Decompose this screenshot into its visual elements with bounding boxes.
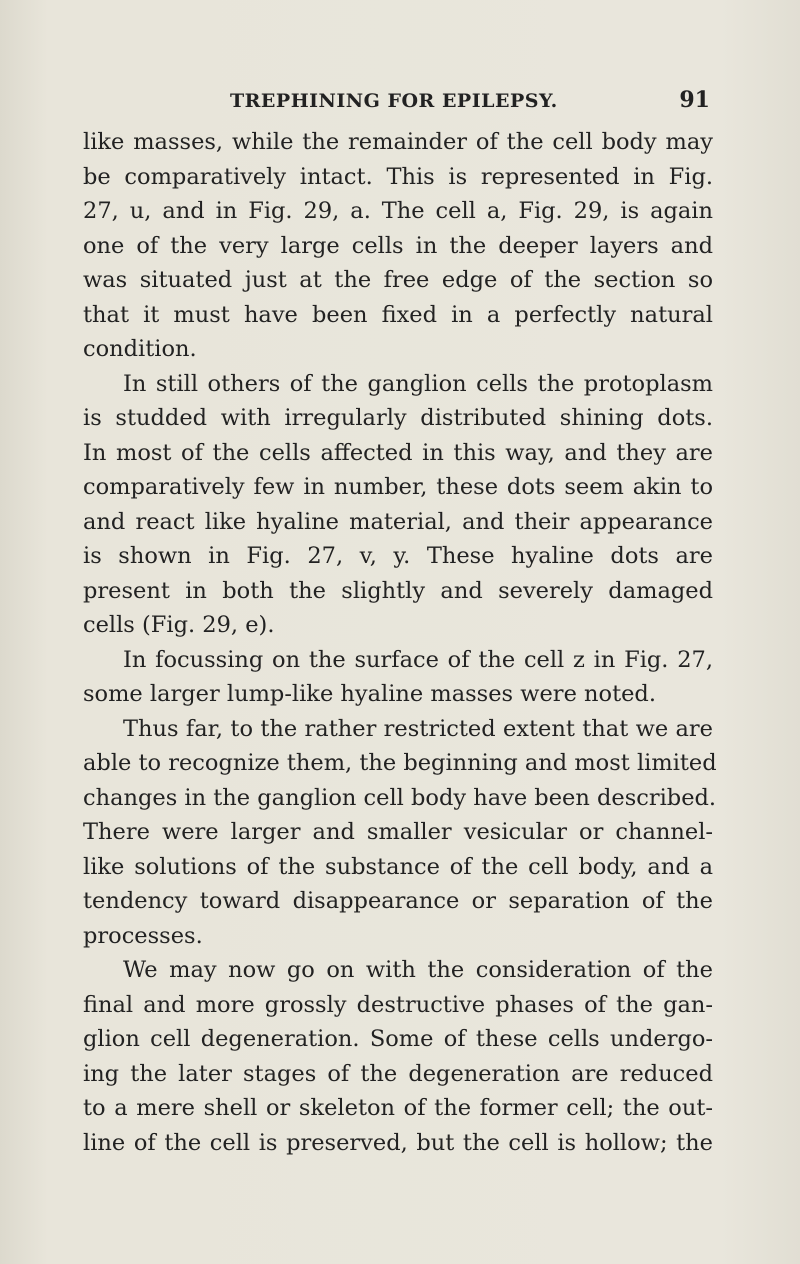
text-line: final and more grossly destructive phases of the gan- xyxy=(83,991,713,1018)
text-line: able to recognize them, the beginning and most limited xyxy=(83,750,717,776)
body-text xyxy=(83,125,717,1160)
text-line: is shown in Fig. 27, v, y. These hyaline dots are xyxy=(83,543,713,569)
text-line: ing the later stages of the degeneration are reduced xyxy=(83,1060,713,1087)
text-line: changes in the ganglion cell body have been described. xyxy=(83,784,717,811)
text-line: In focussing on the surface of the cell z in Fig. 27, xyxy=(123,646,713,673)
text-line: like solutions of the substance of the cell body, and a xyxy=(83,853,713,880)
text-line: comparatively few in number, these dots seem akin to xyxy=(83,474,713,500)
text-line: present in both the slightly and severely damaged xyxy=(83,577,713,604)
text-line: 27, u, and in Fig. 29, a. The cell a, Fig. 29, is again xyxy=(83,198,713,224)
text-line: and react like hyaline material, and their appearance xyxy=(83,508,713,535)
text-line: one of the very large cells in the deeper layers and xyxy=(83,232,713,259)
text-line: was situated just at the free edge of the section so xyxy=(83,267,713,293)
page-header xyxy=(230,87,710,116)
text-line: like masses, while the remainder of the cell body may xyxy=(83,129,713,155)
text-line: cells (Fig. 29, e). xyxy=(83,612,275,638)
page-number: 91 xyxy=(679,87,710,113)
text-line: We may now go on with the consideration of the xyxy=(123,957,713,983)
text-line: line of the cell is preserved, but the cell is hollow; the xyxy=(83,1129,713,1156)
text-line: processes. xyxy=(83,922,203,949)
text-line: There were larger and smaller vesicular or channel- xyxy=(83,819,713,845)
text-line: In most of the cells affected in this way, and they are xyxy=(83,439,713,466)
running-head: TREPHINING FOR EPILEPSY. xyxy=(230,90,558,112)
text-line: tendency toward disappearance or separation of the xyxy=(83,888,713,914)
text-line: is studded with irregularly distributed shining dots. xyxy=(83,405,713,431)
text-line: be comparatively intact. This is represented in Fig. xyxy=(83,163,713,190)
text-line: that it must have been fixed in a perfectly natural xyxy=(83,301,713,328)
text-line: glion cell degeneration. Some of these cells undergo- xyxy=(83,1026,713,1052)
text-line: Thus far, to the rather restricted extent that we are xyxy=(123,715,713,742)
text-line: In still others of the ganglion cells the protoplasm xyxy=(123,370,713,397)
text-line: to a mere shell or skeleton of the former cell; the out- xyxy=(83,1095,713,1121)
text-line: condition. xyxy=(83,336,197,362)
text-line: some larger lump-like hyaline masses were noted. xyxy=(83,681,656,707)
